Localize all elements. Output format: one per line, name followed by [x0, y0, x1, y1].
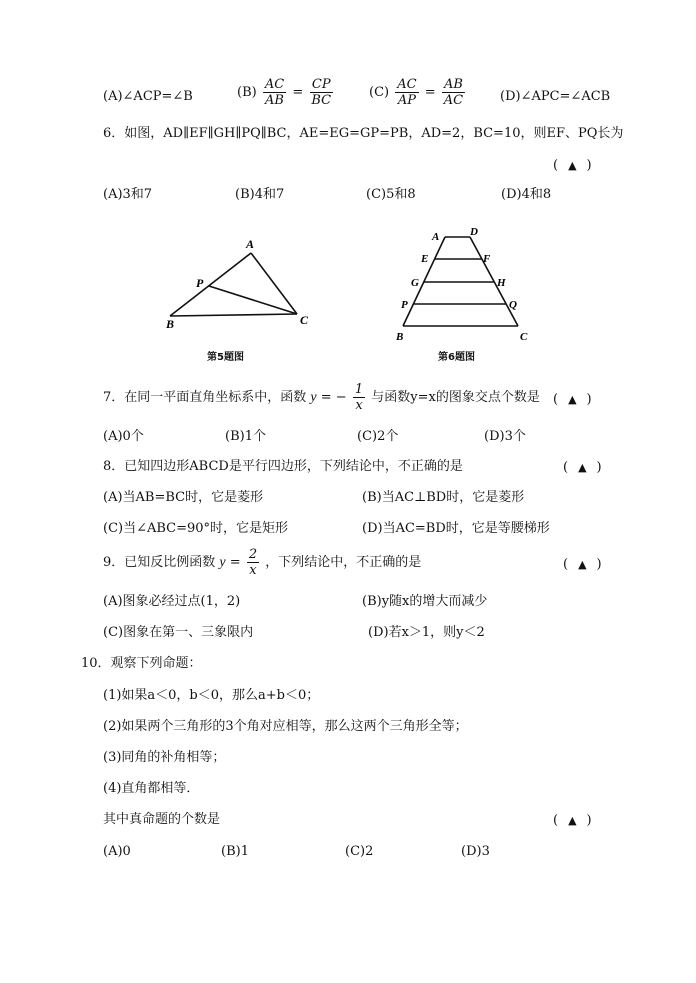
q8-option-c: (C)当∠ABC=90°时，它是矩形	[103, 521, 289, 536]
q7-option-c: (C)2个	[357, 429, 399, 444]
label-F: F	[483, 253, 491, 265]
q6-option-c: (C)5和8	[366, 187, 416, 202]
label-P: P	[401, 299, 408, 311]
q9-answer-blank: ( ▲ )	[563, 557, 602, 572]
q9-y: y	[219, 554, 226, 570]
answer-triangle-icon: ▲	[568, 393, 577, 406]
label-C: C	[520, 331, 528, 343]
q9-option-c: (C)图象在第一、三象限内	[103, 625, 254, 640]
q8-option-b: (B)当AC⊥BD时，它是菱形	[362, 490, 525, 505]
label-C: C	[300, 313, 309, 327]
q5-option-c-prefix: (C)	[369, 85, 390, 100]
label-A: A	[432, 231, 440, 243]
q10-item-4: (4)直角都相等．	[103, 781, 200, 796]
q6-stem: 6．如图，AD∥EF∥GH∥PQ∥BC，AE=EG=GP=PB，AD=2，BC=10，则EF、PQ长为	[103, 126, 624, 141]
q7-option-b: (B)1个	[225, 429, 266, 444]
answer-triangle-icon: ▲	[578, 558, 587, 571]
q8-stem: 8．已知四边形ABCD是平行四边形，下列结论中，不正确的是	[103, 459, 463, 474]
q10-item-1: (1)如果a＜0，b＜0，那么a+b＜0；	[103, 688, 320, 703]
q7-prefix: 7．在同一平面直角坐标系中，函数	[103, 390, 307, 405]
label-D: D	[470, 226, 478, 238]
answer-triangle-icon: ▲	[568, 159, 577, 172]
answer-triangle-icon: ▲	[568, 814, 577, 827]
label-G: G	[411, 277, 419, 289]
q9-prefix: 9．已知反比例函数	[103, 555, 216, 570]
q9-stem	[103, 547, 421, 578]
q6-option-d: (D)4和8	[501, 187, 552, 202]
label-A: A	[246, 237, 255, 251]
q7-stem	[103, 382, 540, 413]
q10-option-d: (D)3	[461, 844, 490, 859]
q10-option-c: (C)2	[345, 844, 374, 859]
figure-6-trapezoid	[390, 222, 540, 347]
label-B: B	[396, 331, 404, 343]
figure-5-triangle	[160, 232, 320, 342]
q8-option-d: (D)当AC=BD时，它是等腰梯形	[362, 521, 550, 536]
q7-option-a: (A)0个	[103, 429, 144, 444]
q9-option-a: (A)图象必经过点(1，2)	[103, 594, 241, 609]
q5-option-b-frac1: $\frac{AC}{AB}$	[264, 77, 285, 108]
q7-answer-blank: ( ▲ )	[553, 392, 592, 407]
q10-item-3: (3)同角的补角相等；	[103, 750, 226, 765]
q8-answer-blank: ( ▲ )	[563, 460, 602, 475]
q9-option-b: (B)y随x的增大而减少	[362, 594, 488, 609]
q7-option-d: (D)3个	[484, 429, 526, 444]
q10-question: 其中真命题的个数是	[103, 812, 221, 827]
q8-option-a: (A)当AB=BC时，它是菱形	[103, 490, 264, 505]
answer-triangle-icon: ▲	[578, 461, 587, 474]
q10-answer-blank: ( ▲ )	[553, 813, 592, 828]
figure-6-caption: 第6题图	[438, 352, 475, 363]
q7-fraction: $\frac{1}{x}$	[354, 382, 364, 413]
q5-option-c-frac1: $\frac{AC}{AP}$	[397, 77, 417, 108]
equals-sign: =	[292, 85, 304, 100]
q10-stem: 10．观察下列命题：	[81, 656, 202, 671]
q9-eq: =	[229, 555, 241, 570]
q6-option-a: (A)3和7	[103, 187, 153, 202]
label-P: P	[196, 276, 204, 290]
q5-option-b-prefix: (B)	[237, 85, 257, 100]
q6-option-b: (B)4和7	[235, 187, 285, 202]
q5-option-d: (D)∠APC=∠ACB	[500, 89, 611, 104]
label-B: B	[166, 317, 175, 331]
q9-fraction: $\frac{2}{x}$	[248, 547, 258, 578]
q5-option-a: (A)∠ACP=∠B	[103, 89, 193, 104]
q6-answer-blank: ( ▲ )	[553, 158, 592, 173]
q7-y: y	[310, 389, 317, 405]
label-H: H	[497, 277, 506, 289]
label-E: E	[421, 253, 429, 265]
q10-option-b: (B)1	[221, 844, 249, 859]
equals-sign: =	[424, 85, 436, 100]
q10-item-2: (2)如果两个三角形的3个角对应相等，那么这两个三角形全等；	[103, 719, 468, 734]
q9-option-d: (D)若x＞1，则y＜2	[368, 625, 485, 640]
label-Q: Q	[509, 299, 517, 311]
figure-5-caption: 第5题图	[207, 352, 244, 363]
q7-suffix: 与函数y=x的图象交点个数是	[371, 390, 540, 405]
q9-suffix: ，下列结论中，不正确的是	[265, 555, 422, 570]
q5-option-b	[237, 77, 335, 108]
q7-eq: = −	[320, 390, 347, 405]
q5-option-c-frac2: $\frac{AB}{AC}$	[443, 77, 464, 108]
q5-option-c	[369, 77, 467, 108]
q5-option-b-frac2: $\frac{CP}{BC}$	[311, 77, 332, 108]
q10-option-a: (A)0	[103, 844, 131, 859]
